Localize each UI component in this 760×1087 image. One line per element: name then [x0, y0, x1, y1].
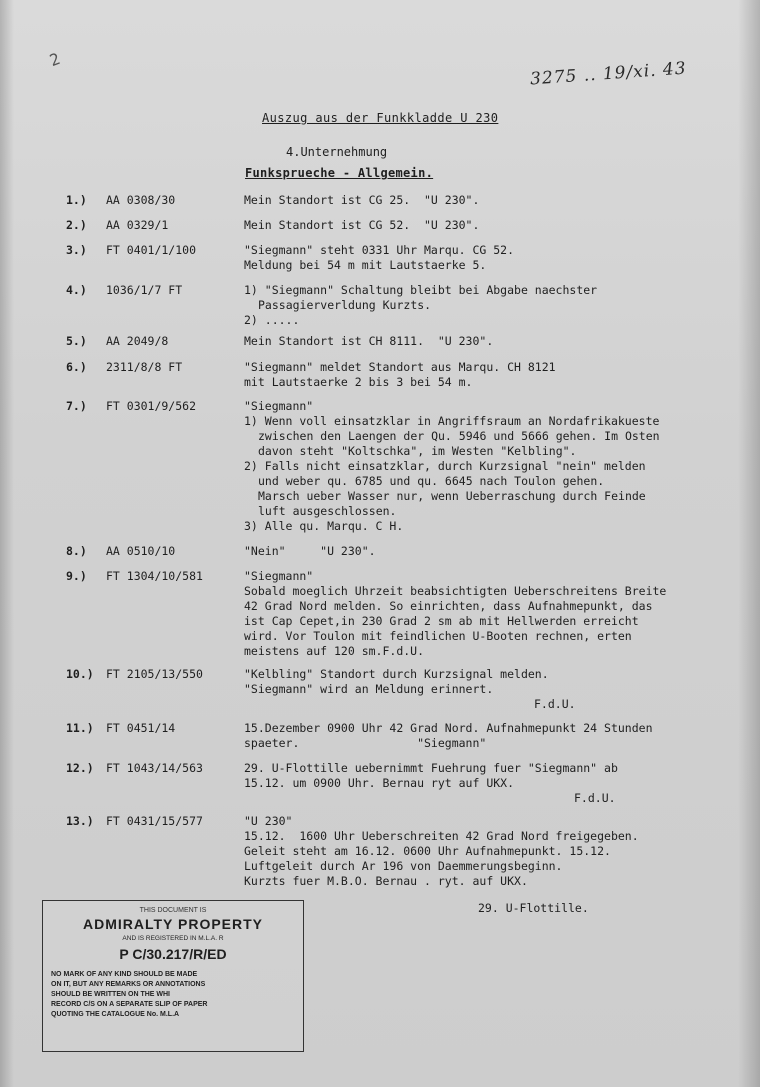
- entry-text: [244, 544, 749, 559]
- entry-reference: FT 0301/9/562: [106, 399, 197, 413]
- stamp-notice: [43, 970, 303, 1020]
- entry-reference: FT 1043/14/563: [106, 761, 203, 775]
- entry-line: "Kelbling" Standort durch Kurzsignal melden.: [244, 667, 549, 681]
- entry-number: 7.): [66, 399, 87, 413]
- entry-line: 15.Dezember 0900 Uhr 42 Grad Nord. Aufnahmepunkt 24 Stunden: [244, 721, 653, 735]
- entry-line: Mein Standort ist CG 25. "U 230".: [244, 193, 480, 207]
- stamp-line: THIS DOCUMENT IS: [139, 907, 207, 914]
- entry-number: 6.): [66, 360, 87, 374]
- entry-reference: FT 0401/1/100: [106, 243, 197, 257]
- entry-line: 15.12. um 0900 Uhr. Bernau ryt auf UKX.: [244, 776, 515, 790]
- stamp-notice-line: SHOULD BE WRITTEN ON THE WHI: [51, 991, 170, 998]
- entry-line: 1) Wenn voll einsatzklar in Angriffsraum an Nordafrikakueste: [244, 414, 660, 428]
- entry-line: mit Lautstaerke 2 bis 3 bei 54 m.: [244, 375, 473, 389]
- entry-text: [244, 761, 749, 806]
- entry-text: [244, 399, 749, 534]
- entry-line: "Siegmann": [244, 569, 314, 583]
- entry-number: 9.): [66, 569, 87, 583]
- entry-line: "Siegmann" meldet Standort aus Marqu. CH 8121: [244, 360, 556, 374]
- entry-line: luft ausgeschlossen.: [258, 504, 397, 518]
- signature: 29. U-Flottille.: [478, 901, 589, 915]
- entry-line: Passagierverldung Kurzts.: [258, 298, 432, 312]
- entry-line: "U 230": [244, 814, 293, 828]
- entry-line: Luftgeleit durch Ar 196 von Daemmerungsbeginn.: [244, 859, 563, 873]
- entry-number: 12.): [66, 761, 94, 775]
- entry-line: "Siegmann" steht 0331 Uhr Marqu. CG 52.: [244, 243, 515, 257]
- entry-text: [244, 667, 749, 712]
- entry-line: Marsch ueber Wasser nur, wenn Ueberraschung durch Feinde: [258, 489, 646, 503]
- entry-number: 5.): [66, 334, 87, 348]
- entry-line: Geleit steht am 16.12. 0600 Uhr Aufnahmepunkt. 15.12.: [244, 844, 611, 858]
- entry-line: davon steht "Koltschka", im Westen "Kelbling".: [258, 444, 577, 458]
- entry-reference: FT 0431/15/577: [106, 814, 203, 828]
- entry-reference: AA 0308/30: [106, 193, 176, 207]
- entry-number: 2.): [66, 218, 87, 232]
- entry-line: Meldung bei 54 m mit Lautstaerke 5.: [244, 258, 487, 272]
- entry-line: wird. Vor Toulon mit feindlichen U-Booten rechnen, erten: [244, 629, 632, 643]
- entry-line: ist Cap Cepet,in 230 Grad 2 sm ab mit Hellwerden erreicht: [244, 614, 639, 628]
- document-subtitle: 4.Unternehmung: [286, 145, 388, 159]
- entry-line: 2) Falls nicht einsatzklar, durch Kurzsignal "nein" melden: [244, 459, 646, 473]
- entry-reference: 2311/8/8 FT: [106, 360, 183, 374]
- entry-line: 1) "Siegmann" Schaltung bleibt bei Abgabe naechster: [244, 283, 598, 297]
- entry-line: spaeter. "Siegmann": [244, 736, 487, 750]
- stamp-notice-line: QUOTING THE CATALOGUE No. M.L.A: [51, 1011, 180, 1018]
- entry-reference: FT 1304/10/581: [106, 569, 203, 583]
- stamp-reference: P C/30.217/R/ED: [119, 946, 227, 962]
- admiralty-property-stamp: [42, 900, 304, 1052]
- entry-text: [244, 721, 749, 751]
- stamp-notice-line: RECORD C/S ON A SEPARATE SLIP OF PAPER: [51, 1001, 208, 1008]
- entry-line: 42 Grad Nord melden. So einrichten, dass Aufnahmepunkt, das: [244, 599, 653, 613]
- entry-number: 11.): [66, 721, 94, 735]
- entry-reference: FT 2105/13/550: [106, 667, 203, 681]
- entry-line: zwischen den Laengen der Qu. 5946 und 5666 gehen. Im Osten: [258, 429, 660, 443]
- entry-text: [244, 243, 749, 273]
- entry-text: [244, 814, 749, 889]
- entry-signoff: F.d.U.: [534, 697, 576, 711]
- entry-text: [244, 193, 749, 208]
- entry-reference: AA 0329/1: [106, 218, 169, 232]
- entry-reference: AA 2049/8: [106, 334, 169, 348]
- entry-line: Kurzts fuer M.B.O. Bernau . ryt. auf UKX.: [244, 874, 528, 888]
- section-heading: Funksprueche - Allgemein.: [245, 166, 434, 180]
- entry-line: 15.12. 1600 Uhr Ueberschreiten 42 Grad Nord freigegeben.: [244, 829, 639, 843]
- entry-text: [244, 283, 749, 328]
- document-title: Auszug aus der Funkkladde U 230: [262, 111, 499, 125]
- entry-number: 13.): [66, 814, 94, 828]
- stamp-heading: ADMIRALTY PROPERTY: [82, 916, 264, 932]
- entry-text: [244, 569, 749, 659]
- entry-line: 29. U-Flottille uebernimmt Fuehrung fuer "Siegmann" ab: [244, 761, 618, 775]
- stamp-notice-line: NO MARK OF ANY KIND SHOULD BE MADE: [51, 971, 198, 978]
- entry-line: Mein Standort ist CH 8111. "U 230".: [244, 334, 494, 348]
- handwritten-annotation: 3275 .. 19/xi. 43: [529, 58, 688, 90]
- stamp-line: AND IS REGISTERED IN M.L.A. R: [122, 935, 224, 942]
- entry-line: Mein Standort ist CG 52. "U 230".: [244, 218, 480, 232]
- entry-line: "Nein" "U 230".: [244, 544, 376, 558]
- entry-text: [244, 218, 749, 233]
- entry-line: 3) Alle qu. Marqu. C H.: [244, 519, 404, 533]
- entry-number: 3.): [66, 243, 87, 257]
- entry-reference: FT 0451/14: [106, 721, 176, 735]
- margin-mark: 2: [47, 48, 63, 71]
- entry-text: [244, 360, 749, 390]
- entry-line: "Siegmann" wird an Meldung erinnert.: [244, 682, 494, 696]
- entry-text: [244, 334, 749, 349]
- entry-line: und weber qu. 6785 und qu. 6645 nach Toulon gehen.: [258, 474, 605, 488]
- entry-line: meistens auf 120 sm.F.d.U.: [244, 644, 425, 658]
- entry-number: 8.): [66, 544, 87, 558]
- entry-signoff: F.d.U.: [574, 791, 616, 805]
- stamp-notice-line: ON IT, BUT ANY REMARKS OR ANNOTATIONS: [51, 981, 206, 988]
- entry-line: "Siegmann": [244, 399, 314, 413]
- entry-line: 2) .....: [244, 313, 300, 327]
- entry-reference: 1036/1/7 FT: [106, 283, 183, 297]
- entry-number: 10.): [66, 667, 94, 681]
- entry-reference: AA 0510/10: [106, 544, 176, 558]
- entry-line: Sobald moeglich Uhrzeit beabsichtigten Ueberschreitens Breite: [244, 584, 667, 598]
- entry-number: 4.): [66, 283, 87, 297]
- entry-number: 1.): [66, 193, 87, 207]
